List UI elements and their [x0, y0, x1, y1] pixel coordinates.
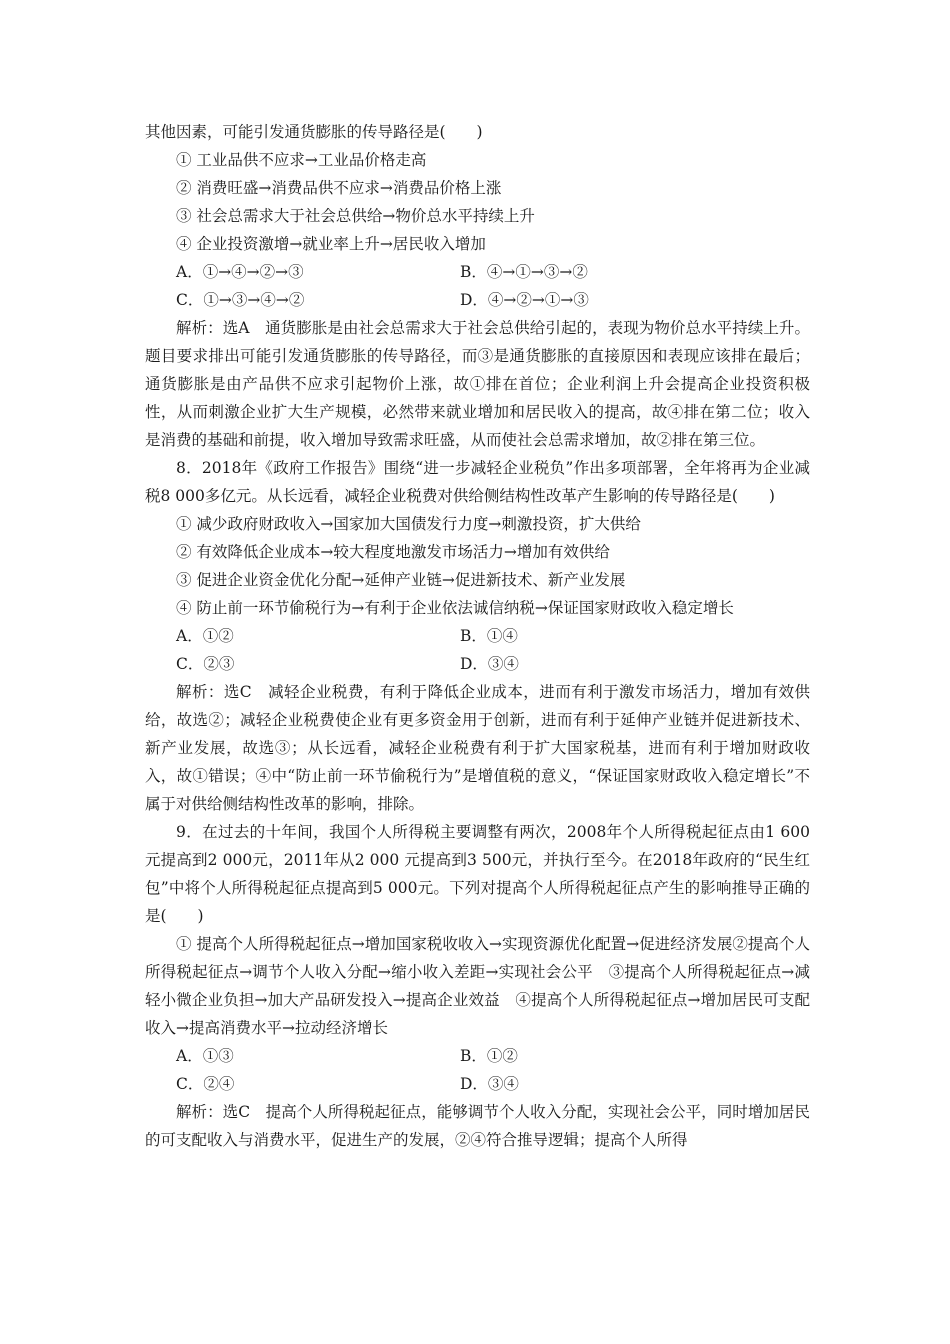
q7-stem-tail: 其他因素，可能引发通货膨胀的传导路径是( ) — [145, 123, 483, 141]
q8-item-3: ③ 促进企业资金优化分配→延伸产业链→促进新技术、新产业发展 — [176, 571, 626, 589]
q9-option-d: D．③④ — [460, 1075, 519, 1093]
q7-item-1: ① 工业品供不应求→工业品价格走高 — [176, 151, 427, 169]
q8-option-a: A．①② — [176, 627, 234, 645]
q7-item-2: ② 消费旺盛→消费品供不应求→消费品价格上涨 — [176, 179, 502, 197]
q8-option-b: B．①④ — [460, 627, 518, 645]
q9-items: ① 提高个人所得税起征点→增加国家税收收入→实现资源优化配置→促进经济发展②提高个人所得税起征点→调节个人收入分配→缩小收入差距→实现社会公平 ③提高个人所得税起征点→减轻小微企业负担→加大产品研发投入→提高企业效益 ④提高个人所得税起征点→增加居民可支配收入→提高消费水平→拉动经济增长 — [145, 935, 810, 1037]
q8-stem: 8．2018年《政府工作报告》围绕“进一步减轻企业税负”作出多项部署，全年将再为企业减税8 000多亿元。从长远看，减轻企业税费对供给侧结构性改革产生影响的传导路径是( ) — [145, 459, 810, 505]
q7-option-c: C．①→③→④→② — [176, 291, 305, 309]
q7-item-4: ④ 企业投资激增→就业率上升→居民收入增加 — [176, 235, 486, 253]
q8-options-row-2 — [145, 650, 810, 678]
q7-option-a: A．①→④→②→③ — [176, 263, 304, 281]
q7-options-row-1 — [145, 258, 810, 286]
q7-option-b: B．④→①→③→② — [460, 263, 588, 281]
q9-stem: 9．在过去的十年间，我国个人所得税主要调整有两次，2008年个人所得税起征点由1 600元提高到2 000元，2011年从2 000 元提高到3 500元，并执行至今。在2018年政府的“民生红包”中将个人所得税起征点提高到5 000元。下列对提高个人所得税起征点产生的影响推导正确的是( ) — [145, 823, 810, 925]
q8-item-4: ④ 防止前一环节偷税行为→有利于企业依法诚信纳税→保证国家财政收入稳定增长 — [176, 599, 734, 617]
q8-option-c: C．②③ — [176, 655, 235, 673]
q8-options-row-1 — [145, 622, 810, 650]
q9-analysis: 解析：选C 提高个人所得税起征点，能够调节个人收入分配，实现社会公平，同时增加居民的可支配收入与消费水平，促进生产的发展，②④符合推导逻辑；提高个人所得 — [145, 1103, 810, 1149]
q8-item-1: ① 减少政府财政收入→国家加大国债发行力度→刺激投资，扩大供给 — [176, 515, 641, 533]
q8-item-2: ② 有效降低企业成本→较大程度地激发市场活力→增加有效供给 — [176, 543, 610, 561]
q9-option-c: C．②④ — [176, 1075, 235, 1093]
q8-option-d: D．③④ — [460, 655, 519, 673]
q9-option-b: B．①② — [460, 1047, 518, 1065]
document-page — [145, 118, 810, 1154]
q7-option-d: D．④→②→①→③ — [460, 291, 589, 309]
q9-option-a: A．①③ — [176, 1047, 234, 1065]
q7-analysis: 解析：选A 通货膨胀是由社会总需求大于社会总供给引起的，表现为物价总水平持续上升。题目要求排出可能引发通货膨胀的传导路径，而③是通货膨胀的直接原因和表现应该排在最后；通货膨胀是由产品供不应求引起物价上涨，故①排在首位；企业利润上升会提高企业投资积极性，从而刺激企业扩大生产规模，必然带来就业增加和居民收入的提高，故④排在第二位；收入是消费的基础和前提，收入增加导致需求旺盛，从而使社会总需求增加，故②排在第三位。 — [145, 319, 810, 449]
q7-item-3: ③ 社会总需求大于社会总供给→物价总水平持续上升 — [176, 207, 535, 225]
q7-options-row-2 — [145, 286, 810, 314]
q9-options-row-1 — [145, 1042, 810, 1070]
q8-analysis: 解析：选C 减轻企业税费，有利于降低企业成本，进而有利于激发市场活力，增加有效供给，故选②；减轻企业税费使企业有更多资金用于创新，进而有利于延伸产业链并促进新技术、新产业发展，故选③；从长远看，减轻企业税费有利于扩大国家税基，进而有利于增加财政收入，故①错误；④中“防止前一环节偷税行为”是增值税的意义，“保证国家财政收入稳定增长”不属于对供给侧结构性改革的影响，排除。 — [145, 683, 810, 813]
q9-options-row-2 — [145, 1070, 810, 1098]
